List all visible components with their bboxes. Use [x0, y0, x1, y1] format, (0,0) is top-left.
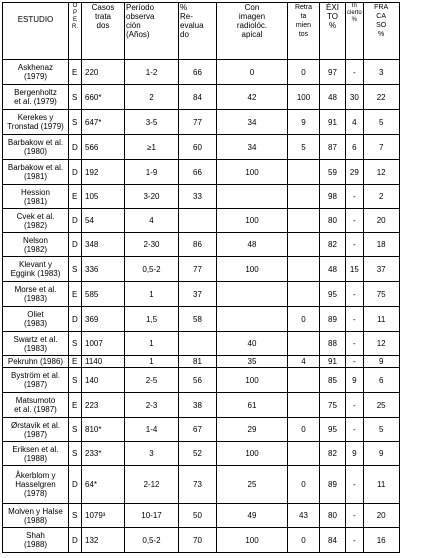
period-cell: 0,5-2 — [125, 528, 179, 553]
study-name-line: Matsumoto — [15, 396, 56, 405]
uncertain-cell: - — [346, 466, 364, 504]
study-name-line: Nelson — [23, 235, 48, 245]
cases-cell: 348 — [82, 233, 125, 257]
table-row — [3, 160, 400, 185]
study-name-line: (1983) — [23, 319, 48, 328]
apical-image-cell: 100 — [217, 209, 288, 233]
study-cell — [3, 504, 69, 528]
failure-cell: 12 — [363, 160, 399, 185]
operator-cell: D — [69, 466, 82, 504]
uncertain-cell: - — [346, 418, 364, 442]
apical-image-cell: 100 — [217, 368, 288, 393]
table-row — [3, 185, 400, 209]
apical-image-cell — [217, 282, 288, 307]
table-row — [3, 60, 400, 85]
period-cell: ≥1 — [125, 135, 179, 160]
retreatments-cell: 0 — [288, 307, 320, 332]
retreatments-cell — [288, 209, 320, 233]
uncertain-cell: 30 — [346, 85, 364, 110]
operator-cell: E — [69, 356, 82, 368]
retreatments-cell: 43 — [288, 504, 320, 528]
failure-cell: 5 — [363, 418, 399, 442]
reevaluated-cell: 66 — [179, 160, 217, 185]
study-cell — [3, 393, 69, 418]
uncertain-cell: - — [346, 332, 364, 356]
study-name-line: (1981) — [23, 196, 48, 206]
reevaluated-cell: 70 — [179, 528, 217, 553]
study-name-line: et al. (1979) — [14, 97, 57, 106]
table-row — [3, 528, 400, 553]
results-table — [2, 2, 400, 553]
study-name-line: Bergenholtz — [14, 88, 57, 97]
reevaluated-cell: 38 — [179, 393, 217, 418]
study-cell — [3, 85, 69, 110]
retreatments-cell — [288, 393, 320, 418]
uncertain-cell: 9 — [346, 442, 364, 466]
study-name-line: (1982) — [23, 244, 48, 254]
apical-image-cell — [217, 185, 288, 209]
retreatments-cell: 4 — [288, 356, 320, 368]
retreatments-cell — [288, 257, 320, 282]
cases-cell: 220 — [82, 60, 125, 85]
apical-image-cell: 29 — [217, 418, 288, 442]
success-cell: 89 — [320, 466, 346, 504]
operator-cell: S — [69, 85, 82, 110]
header-retratamientos: Retra ta mien tos — [288, 3, 320, 60]
table-row — [3, 307, 400, 332]
study-cell — [3, 332, 69, 356]
period-cell: 1-9 — [125, 160, 179, 185]
study-cell — [3, 233, 69, 257]
retreatments-cell — [288, 185, 320, 209]
study-cell — [3, 160, 69, 185]
failure-cell: 22 — [363, 85, 399, 110]
study-name-line: (1980) — [23, 147, 48, 156]
header-casos: Casos trata dos — [82, 3, 125, 60]
retreatments-cell — [288, 442, 320, 466]
failure-cell: 5 — [363, 110, 399, 135]
table-row — [3, 442, 400, 466]
uncertain-cell: - — [346, 393, 364, 418]
study-cell — [3, 442, 69, 466]
study-name-line: (1987) — [23, 429, 48, 439]
study-name-line: (1988) — [23, 515, 48, 525]
failure-cell: 12 — [363, 332, 399, 356]
study-cell — [3, 257, 69, 282]
success-cell: 88 — [320, 332, 346, 356]
study-name-line: (1978) — [23, 489, 48, 498]
cases-cell: 132 — [82, 528, 125, 553]
study-name-line: Molven y Halse — [8, 506, 63, 516]
study-cell — [3, 528, 69, 553]
cases-cell: 1140 — [82, 356, 125, 368]
header-operador: O P E R. — [69, 3, 82, 60]
cases-cell: 192 — [82, 160, 125, 185]
period-cell: 3-20 — [125, 185, 179, 209]
study-name-line: Tronstad (1979) — [7, 122, 64, 131]
operator-cell: D — [69, 209, 82, 233]
operator-cell: D — [69, 307, 82, 332]
success-cell: 84 — [320, 528, 346, 553]
period-cell: 1 — [125, 332, 179, 356]
success-cell: 95 — [320, 418, 346, 442]
apical-image-cell — [217, 307, 288, 332]
table-row — [3, 368, 400, 393]
header-incierto: In cierto % — [346, 3, 364, 60]
apical-image-cell: 34 — [217, 135, 288, 160]
reevaluated-cell: 56 — [179, 368, 217, 393]
operator-cell: S — [69, 368, 82, 393]
success-cell: 59 — [320, 160, 346, 185]
apical-image-cell: 42 — [217, 85, 288, 110]
failure-cell: 11 — [363, 307, 399, 332]
failure-cell: 11 — [363, 466, 399, 504]
reevaluated-cell: 33 — [179, 185, 217, 209]
apical-image-cell: 34 — [217, 110, 288, 135]
period-cell: 0,5-2 — [125, 257, 179, 282]
table-row — [3, 418, 400, 442]
study-cell — [3, 356, 69, 368]
study-name-line: Byström et al. — [11, 371, 60, 380]
failure-cell: 2 — [363, 185, 399, 209]
study-cell — [3, 135, 69, 160]
retreatments-cell: 9 — [288, 110, 320, 135]
cases-cell: 54 — [82, 209, 125, 233]
table-row — [3, 466, 400, 504]
reevaluated-cell: 50 — [179, 504, 217, 528]
period-cell: 2 — [125, 85, 179, 110]
period-cell: 10-17 — [125, 504, 179, 528]
study-name-line: Ørstavik et al. — [11, 420, 60, 430]
cases-cell: 660* — [82, 85, 125, 110]
study-name-line: (1983) — [23, 343, 48, 353]
uncertain-cell: - — [346, 209, 364, 233]
period-cell: 1,5 — [125, 307, 179, 332]
header-row — [3, 3, 400, 60]
success-cell: 82 — [320, 233, 346, 257]
study-name-line: Åkerblom y — [15, 471, 56, 480]
operator-cell: S — [69, 257, 82, 282]
failure-cell: 9 — [363, 356, 399, 368]
period-cell: 1 — [125, 282, 179, 307]
period-cell: 2-30 — [125, 233, 179, 257]
retreatments-cell: 100 — [288, 85, 320, 110]
retreatments-cell — [288, 332, 320, 356]
apical-image-cell: 100 — [217, 257, 288, 282]
reevaluated-cell: 67 — [179, 418, 217, 442]
retreatments-cell — [288, 368, 320, 393]
study-name-line: (1988) — [23, 540, 48, 549]
study-cell — [3, 418, 69, 442]
table-row — [3, 209, 400, 233]
table-row — [3, 356, 400, 368]
reevaluated-cell: 37 — [179, 282, 217, 307]
apical-image-cell: 48 — [217, 233, 288, 257]
retreatments-cell — [288, 233, 320, 257]
operator-cell: S — [69, 504, 82, 528]
cases-cell: 336 — [82, 257, 125, 282]
success-cell: 97 — [320, 60, 346, 85]
table-row — [3, 504, 400, 528]
study-name-line: (1983) — [23, 294, 48, 303]
reevaluated-cell: 58 — [179, 307, 217, 332]
study-cell — [3, 110, 69, 135]
retreatments-cell: 0 — [288, 60, 320, 85]
failure-cell: 37 — [363, 257, 399, 282]
failure-cell: 20 — [363, 209, 399, 233]
failure-cell: 7 — [363, 135, 399, 160]
table-row — [3, 110, 400, 135]
reevaluated-cell: 77 — [179, 110, 217, 135]
cases-cell: 369 — [82, 307, 125, 332]
header-reevaluado: % Re- evalua do — [179, 3, 217, 60]
study-name-line: Klevant y — [19, 260, 52, 269]
table-row — [3, 257, 400, 282]
cases-cell: 223 — [82, 393, 125, 418]
operator-cell: S — [69, 442, 82, 466]
study-name-line: Eriksen et al. — [12, 444, 59, 454]
study-name-line: (1982) — [23, 220, 48, 230]
apical-image-cell: 35 — [217, 356, 288, 368]
success-cell: 89 — [320, 307, 346, 332]
retreatments-cell: 0 — [288, 528, 320, 553]
study-name-line: Pekruhn (1986) — [7, 357, 64, 366]
uncertain-cell: - — [346, 233, 364, 257]
header-periodo: Período observa ción (Años) — [125, 3, 179, 60]
cases-cell: 233* — [82, 442, 125, 466]
reevaluated-cell: 60 — [179, 135, 217, 160]
reevaluated-cell: 86 — [179, 233, 217, 257]
uncertain-cell: 29 — [346, 160, 364, 185]
uncertain-cell: - — [346, 528, 364, 553]
operator-cell: E — [69, 282, 82, 307]
operator-cell: E — [69, 185, 82, 209]
study-cell — [3, 282, 69, 307]
study-cell — [3, 60, 69, 85]
header-fracaso: FRA CA SO % — [363, 3, 399, 60]
success-cell: 85 — [320, 368, 346, 393]
operator-cell: S — [69, 110, 82, 135]
reevaluated-cell: 66 — [179, 60, 217, 85]
success-cell: 95 — [320, 282, 346, 307]
apical-image-cell: 25 — [217, 466, 288, 504]
retreatments-cell: 0 — [288, 466, 320, 504]
study-name-line: Cvek et al. — [16, 211, 55, 221]
reevaluated-cell: 84 — [179, 85, 217, 110]
success-cell: 87 — [320, 135, 346, 160]
table-row — [3, 233, 400, 257]
study-name-line: Eggink (1983) — [10, 269, 61, 278]
failure-cell: 9 — [363, 442, 399, 466]
cases-cell: 1079³ — [82, 504, 125, 528]
study-cell — [3, 466, 69, 504]
retreatments-cell: 0 — [288, 418, 320, 442]
cases-cell: 64* — [82, 466, 125, 504]
study-name-line: Shah — [26, 531, 45, 540]
success-cell: 91 — [320, 356, 346, 368]
failure-cell: 75 — [363, 282, 399, 307]
reevaluated-cell: 73 — [179, 466, 217, 504]
period-cell: 3 — [125, 442, 179, 466]
failure-cell: 25 — [363, 393, 399, 418]
cases-cell: 585 — [82, 282, 125, 307]
uncertain-cell: - — [346, 60, 364, 85]
success-cell: 82 — [320, 442, 346, 466]
study-cell — [3, 209, 69, 233]
table-row — [3, 135, 400, 160]
period-cell: 1-2 — [125, 60, 179, 85]
cases-cell: 810* — [82, 418, 125, 442]
period-cell: 4 — [125, 209, 179, 233]
reevaluated-cell: 81 — [179, 356, 217, 368]
operator-cell: D — [69, 135, 82, 160]
study-name-line: Oliet — [27, 310, 44, 319]
cases-cell: 647* — [82, 110, 125, 135]
failure-cell: 16 — [363, 528, 399, 553]
header-imagen: Con imagen radiolóc. apical — [217, 3, 288, 60]
success-cell: 75 — [320, 393, 346, 418]
operator-cell: S — [69, 418, 82, 442]
study-name-line: et al. (1987) — [14, 405, 57, 414]
reevaluated-cell: 52 — [179, 442, 217, 466]
study-name-line: Hasselgren — [15, 480, 56, 489]
study-cell — [3, 368, 69, 393]
study-name-line: Morse et al. — [14, 285, 57, 294]
period-cell: 3-5 — [125, 110, 179, 135]
period-cell: 1-4 — [125, 418, 179, 442]
table-row — [3, 85, 400, 110]
study-name-line: Kerekes y — [17, 113, 54, 122]
operator-cell: E — [69, 393, 82, 418]
period-cell: 2-5 — [125, 368, 179, 393]
operator-cell: E — [69, 60, 82, 85]
operator-cell: D — [69, 528, 82, 553]
period-cell: 1 — [125, 356, 179, 368]
apical-image-cell: 49 — [217, 504, 288, 528]
operator-cell: D — [69, 160, 82, 185]
operator-cell: D — [69, 233, 82, 257]
success-cell: 98 — [320, 185, 346, 209]
success-cell: 91 — [320, 110, 346, 135]
cases-cell: 140 — [82, 368, 125, 393]
uncertain-cell: - — [346, 282, 364, 307]
apical-image-cell: 40 — [217, 332, 288, 356]
cases-cell: 1007 — [82, 332, 125, 356]
study-name-line: Barbakow et al. — [7, 163, 64, 172]
reevaluated-cell — [179, 332, 217, 356]
header-exito: ÉXI TO % — [320, 3, 346, 60]
success-cell: 48 — [320, 257, 346, 282]
operator-cell: S — [69, 332, 82, 356]
study-name-line: Barbakow et al. — [7, 138, 64, 147]
study-name-line: Hession — [21, 187, 50, 197]
retreatments-cell: 5 — [288, 135, 320, 160]
study-cell — [3, 307, 69, 332]
failure-cell: 6 — [363, 368, 399, 393]
success-cell: 48 — [320, 85, 346, 110]
failure-cell: 20 — [363, 504, 399, 528]
uncertain-cell: - — [346, 307, 364, 332]
uncertain-cell: 4 — [346, 110, 364, 135]
apical-image-cell: 100 — [217, 160, 288, 185]
apical-image-cell: 100 — [217, 528, 288, 553]
uncertain-cell: - — [346, 504, 364, 528]
uncertain-cell: 9 — [346, 368, 364, 393]
apical-image-cell: 61 — [217, 393, 288, 418]
uncertain-cell: - — [346, 185, 364, 209]
retreatments-cell — [288, 160, 320, 185]
period-cell: 2-3 — [125, 393, 179, 418]
reevaluated-cell — [179, 209, 217, 233]
table-row — [3, 393, 400, 418]
study-name-line: (1981) — [23, 172, 48, 181]
failure-cell: 3 — [363, 60, 399, 85]
cases-cell: 566 — [82, 135, 125, 160]
study-name-line: (1979) — [23, 72, 48, 81]
success-cell: 80 — [320, 209, 346, 233]
cases-cell: 105 — [82, 185, 125, 209]
study-name-line: (1987) — [23, 380, 48, 389]
period-cell: 2-12 — [125, 466, 179, 504]
reevaluated-cell: 77 — [179, 257, 217, 282]
header-estudio: ESTUDIO — [3, 3, 69, 60]
study-name-line: Swartz et al. — [13, 334, 58, 344]
success-cell: 80 — [320, 504, 346, 528]
uncertain-cell: 15 — [346, 257, 364, 282]
apical-image-cell: 0 — [217, 60, 288, 85]
apical-image-cell: 100 — [217, 442, 288, 466]
table-row — [3, 332, 400, 356]
study-cell — [3, 185, 69, 209]
uncertain-cell: - — [346, 356, 364, 368]
study-name-line: (1988) — [23, 453, 48, 463]
failure-cell: 18 — [363, 233, 399, 257]
uncertain-cell: 6 — [346, 135, 364, 160]
retreatments-cell — [288, 282, 320, 307]
study-name-line: Askhenaz — [17, 63, 54, 72]
table-row — [3, 282, 400, 307]
